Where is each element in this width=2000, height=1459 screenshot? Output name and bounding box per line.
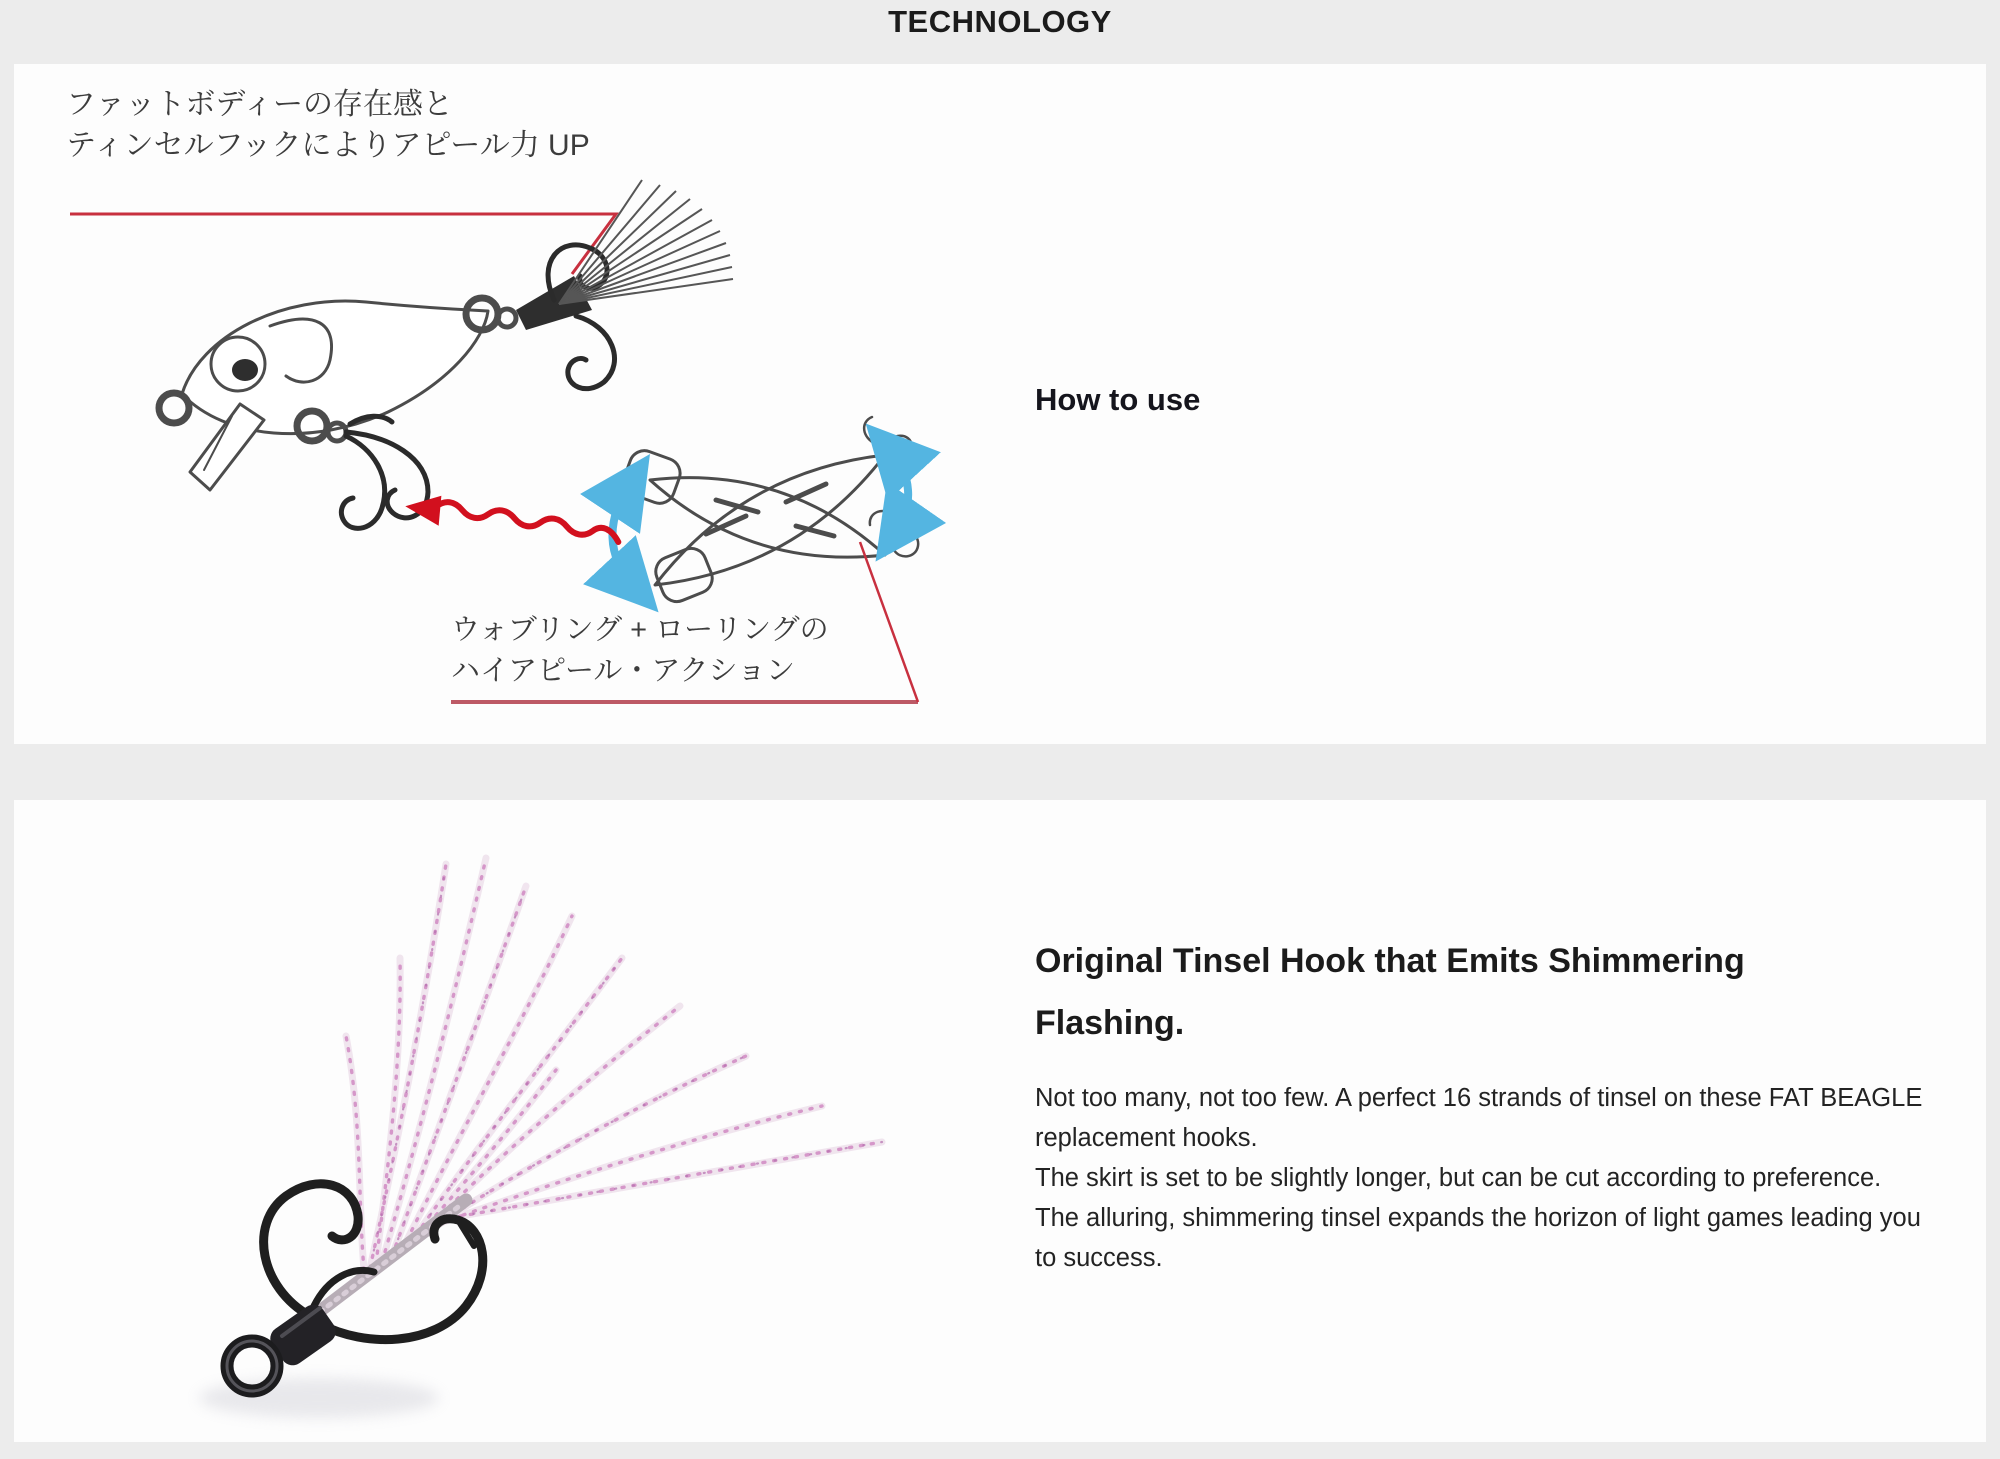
- red-leader-line: [70, 214, 616, 274]
- description-line: The skirt is set to be slightly longer, but can be cut according to preference.: [1035, 1164, 1882, 1192]
- action-caption-text: [451, 610, 829, 692]
- lure-annotation-text: [66, 84, 590, 166]
- caption-leader-line: [860, 542, 918, 702]
- tinsel-heading-line2: Flashing.: [1035, 1004, 1185, 1042]
- lure-annotation-line2: ティンセルフックによりアピール力 UP: [66, 129, 590, 162]
- tinsel-hook-panel: [14, 800, 1986, 1442]
- action-caption-line1: ウォブリング + ローリングの: [451, 614, 829, 646]
- tinsel-heading: [1035, 930, 1955, 1054]
- lure-side-view-drawing: [159, 245, 615, 529]
- tinsel-strands: [346, 858, 882, 1270]
- tinsel-copy-block: [1035, 930, 1955, 1278]
- tinsel-description: [1035, 1078, 1955, 1278]
- page-title: TECHNOLOGY: [888, 4, 1112, 39]
- treble-hook-drawing: [227, 1184, 483, 1391]
- tinsel-heading-line1: Original Tinsel Hook that Emits Shimmering: [1035, 942, 1745, 980]
- technology-diagram-panel: [14, 64, 1986, 744]
- description-line: to success.: [1035, 1244, 1163, 1272]
- lure-action-diagram: [14, 64, 1986, 744]
- description-line: replacement hooks.: [1035, 1124, 1258, 1152]
- how-to-use-heading: How to use: [1035, 382, 1201, 417]
- red-wobble-arrow: [403, 490, 621, 553]
- action-caption-line2: ハイアピール・アクション: [451, 655, 795, 687]
- blue-roll-arrow-right: [890, 450, 908, 532]
- lure-annotation-line1: ファットボディーの存在感と: [66, 88, 453, 121]
- description-line: The alluring, shimmering tinsel expands the horizon of light games leading you: [1035, 1204, 1921, 1232]
- description-line: Not too many, not too few. A perfect 16 strands of tinsel on these FAT BEAGLE: [1035, 1084, 1923, 1112]
